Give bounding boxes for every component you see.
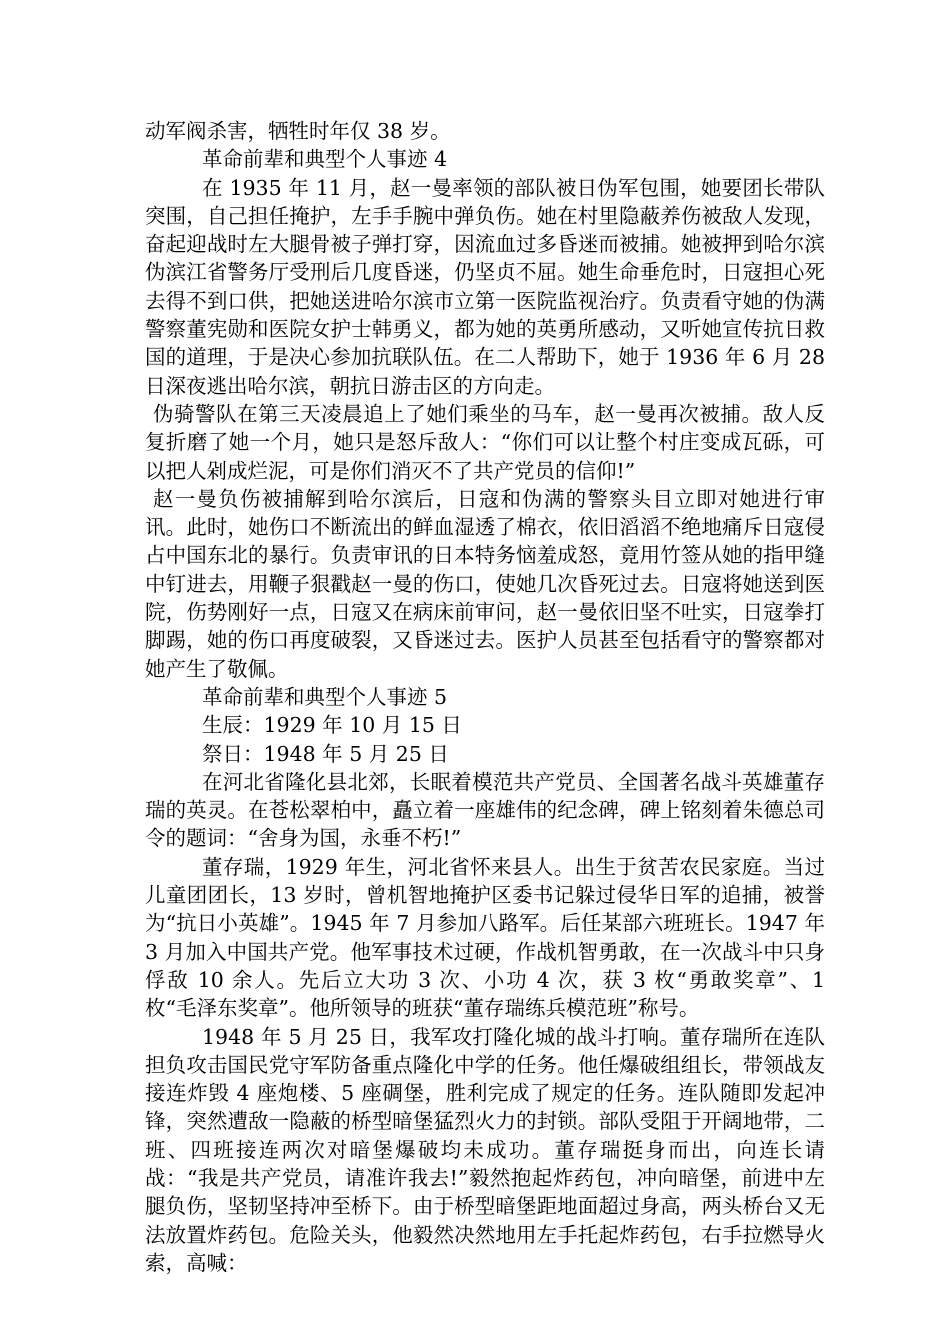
section-heading-story-5: 革命前辈和典型个人事迹 5 — [202, 684, 448, 709]
paragraph-ending-previous-story: 动军阀杀害，牺牲时年仅 38 岁。 — [145, 119, 451, 143]
section-heading-story-4: 革命前辈和典型个人事迹 4 — [202, 147, 448, 172]
document-page — [145, 117, 825, 1277]
paragraph-story-4-interrogation: 赵一曼负伤被捕解到哈尔滨后，日寇和伪满的警察头目立即对她进行审讯。此时，她伤口不断流出的鲜血湿透了棉衣，依旧滔滔不绝地痛斥日寇侵占中国东北的暴行。负责审讯的日本特务恼羞成怒，竟用竹签从她的指甲缝中钉进去，用鞭子狠戳赵一曼的伤口，使她几次昏死过去。日寇将她送到医院，伤势刚好一点，日寇又在病床前审问，赵一曼依旧坚不吐实，日寇拳打脚踢，她的伤口再度破裂，又昏迷过去。医护人员甚至包括看守的警察都对她产生了敬佩。 — [145, 486, 825, 681]
paragraph-story-5-battle: 1948 年 5 月 25 日，我军攻打隆化城的战斗打响。董存瑞所在连队担负攻击国民党守军防备重点隆化中学的任务。他任爆破组组长，带领战友接连炸毁 4 座炮楼、5 座碉堡，胜利完成了规定的任务。连队随即发起冲锋，突然遭敌一隐蔽的桥型暗堡猛烈火力的封锁。部队受阻于开阔地带，二班、四班接连两次对暗堡爆破均未成功。董存瑞挺身而出，向连长请战：“我是共产党员，请准许我去!”毅然抱起炸药包，冲向暗堡，前进中左腿负伤，坚韧坚持冲至桥下。由于桥型暗堡距地面超过身高，两头桥台又无法放置炸药包。危险关头，他毅然决然地用左手托起炸药包，右手拉燃导火索，高喊： — [145, 1024, 825, 1275]
memorial-date-line: 祭日：1948 年 5 月 25 日 — [202, 741, 449, 766]
paragraph-story-4-recaptured: 伪骑警队在第三天凌晨追上了她们乘坐的马车，赵一曼再次被捕。敌人反复折磨了她一个月，她只是怒斥敌人：“你们可以让整个村庄变成瓦砾，可以把人剁成烂泥，可是你们消灭不了共产党员的信仰!” — [145, 401, 825, 483]
paragraph-story-4-escape: 在 1935 年 11 月，赵一曼率领的部队被日伪军包围，她要团长带队突围，自己担任掩护，左手手腕中弹负伤。她在村里隐蔽养伤被敌人发现，奋起迎战时左大腿骨被子弹打穿，因流血过多昏迷而被捕。她被押到哈尔滨伪滨江省警务厅受刑后几度昏迷，仍坚贞不屈。她生命垂危时，日寇担心死去得不到口供，把她送进哈尔滨市立第一医院监视治疗。负责看守她的伪满警察董宪勋和医院女护士韩勇义，都为她的英勇所感动，又听她宣传抗日救国的道理，于是决心参加抗联队伍。在二人帮助下，她于 1936 年 6 月 28 日深夜逃出哈尔滨，朝抗日游击区的方向走。 — [145, 175, 825, 398]
paragraph-story-5-biography: 董存瑞，1929 年生，河北省怀来县人。出生于贫苦农民家庭。当过儿童团团长，13 岁时，曾机智地掩护区委书记躲过侵华日军的追捕，被誉为“抗日小英雄”。1945 年 7 月参加八路军。后任某部六班班长。1947 年 3 月加入中国共产党。他军事技术过硬，作战机智勇敢，在一次战斗中只身俘敌 10 余人。先后立大功 3 次、小功 4 次，获 3 枚“勇敢奖章”、1 枚“毛泽东奖章”。他所领导的班获“董存瑞练兵模范班”称号。 — [145, 854, 825, 1021]
birth-date-line: 生辰：1929 年 10 月 15 日 — [202, 713, 462, 738]
paragraph-story-5-memorial: 在河北省隆化县北郊，长眠着模范共产党员、全国著名战斗英雄董存瑞的英灵。在苍松翠柏中，矗立着一座雄伟的纪念碑，碑上铭刻着朱德总司令的题词：“舍身为国，永垂不朽!” — [145, 769, 825, 851]
